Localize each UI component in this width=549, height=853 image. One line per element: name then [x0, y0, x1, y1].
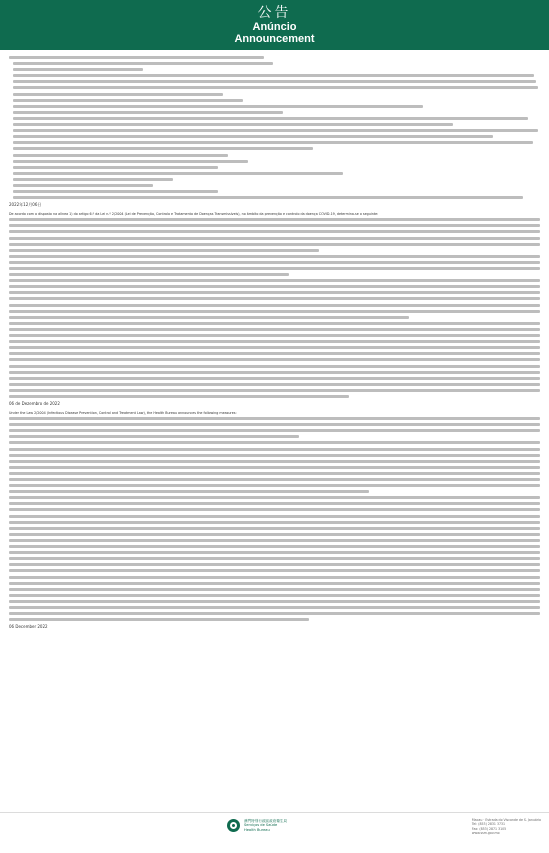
- zh-line: [13, 166, 218, 169]
- pt-line: [9, 371, 540, 374]
- pt-line: [9, 279, 540, 282]
- org-name-zh: 澳門特別行政區政府衛生局: [244, 819, 288, 824]
- en-line: [9, 429, 540, 432]
- zh-line: [13, 86, 538, 89]
- en-line: [9, 594, 540, 597]
- en-line: [9, 606, 540, 609]
- title-english: Announcement: [234, 33, 315, 45]
- en-line: [9, 569, 540, 572]
- en-line: [9, 441, 540, 444]
- pt-line: [9, 249, 319, 252]
- en-line: [9, 515, 540, 518]
- zh-line: [13, 160, 248, 163]
- contact-line: Macau · Estrada do Visconde de S. Januário: [471, 818, 541, 822]
- en-line: [9, 508, 540, 511]
- announcement-header: [0, 0, 549, 50]
- zh-line: [13, 196, 523, 199]
- pt-line: [9, 334, 540, 337]
- en-line: [9, 490, 369, 493]
- zh-line: [13, 62, 273, 65]
- en-line: [9, 582, 540, 585]
- zh-line: [13, 105, 423, 108]
- contact-line: Tel: (853) 2831 3731: [471, 822, 506, 827]
- announcement-body: [0, 50, 549, 831]
- en-line: [9, 533, 540, 536]
- pt-intro: De acordo com o disposto na alínea 1) do artigo 6.º da Lei n.º 2/2004 (Lei de Prevenção, Controlo e Tratamento de Doenças Transmissíveis), no âmbito da prevenção e controlo da doença COVID-19, determina-se o seguinte:: [9, 212, 379, 217]
- en-line: [9, 496, 540, 499]
- pt-line: [9, 285, 540, 288]
- english-section: [9, 417, 540, 621]
- zh-line: [13, 178, 173, 181]
- zh-line: [13, 172, 343, 175]
- pt-line: [9, 310, 540, 313]
- chinese-section: [9, 56, 540, 199]
- en-line: [9, 588, 540, 591]
- pt-line: [9, 237, 540, 240]
- pt-line: [9, 328, 540, 331]
- org-name-pt: Serviços de Saúde: [244, 823, 278, 828]
- zh-line: [13, 154, 228, 157]
- pt-line: [9, 377, 540, 380]
- zh-line: [13, 99, 243, 102]
- pt-line: [9, 316, 409, 319]
- zh-line: [13, 190, 218, 193]
- en-line: [9, 527, 540, 530]
- zh-line: [13, 147, 313, 150]
- pt-line: [9, 340, 540, 343]
- zh-line: [13, 135, 493, 138]
- en-line: [9, 448, 540, 451]
- pt-line: [9, 273, 289, 276]
- pt-line: [9, 346, 540, 349]
- zh-line: [13, 141, 533, 144]
- en-line: [9, 551, 540, 554]
- pt-line: [9, 358, 540, 361]
- org-name-en: Health Bureau: [244, 827, 270, 832]
- en-line: [9, 466, 540, 469]
- pt-line: [9, 230, 540, 233]
- zh-line: [13, 93, 223, 96]
- en-line: [9, 423, 540, 426]
- en-line: [9, 618, 309, 621]
- pt-line: [9, 261, 540, 264]
- pt-line: [9, 389, 540, 392]
- pt-line: [9, 395, 349, 398]
- en-line: [9, 557, 540, 560]
- footer: [0, 812, 549, 853]
- zh-line: [13, 74, 534, 77]
- en-line: [9, 545, 540, 548]
- zh-line: [13, 111, 283, 114]
- pt-line: [9, 218, 540, 221]
- zh-line: [13, 117, 528, 120]
- en-line: [9, 417, 540, 420]
- zh-line: [13, 68, 143, 71]
- org-name: [244, 819, 287, 832]
- pt-line: [9, 255, 540, 258]
- portuguese-section: [9, 218, 540, 398]
- en-line: [9, 472, 540, 475]
- zh-line: [13, 129, 538, 132]
- en-line: [9, 435, 299, 438]
- en-line: [9, 484, 540, 487]
- pt-line: [9, 243, 540, 246]
- zh-line: [9, 56, 264, 59]
- contact-line: Fax: (853) 2871 3105: [471, 826, 507, 831]
- pt-line: [9, 352, 540, 355]
- pt-line: [9, 224, 540, 227]
- pt-line: [9, 267, 540, 270]
- en-line: [9, 502, 540, 505]
- en-line: [9, 454, 540, 457]
- en-line: [9, 600, 540, 603]
- zh-line: [13, 123, 453, 126]
- pt-line: [9, 297, 540, 300]
- pt-line: [9, 322, 540, 325]
- pt-line: [9, 383, 540, 386]
- pt-line: [9, 304, 540, 307]
- website-link[interactable]: www.ssm.gov.mo: [471, 831, 500, 836]
- en-line: [9, 478, 540, 481]
- date-chinese: 2022年12月06日: [9, 202, 42, 208]
- en-line: [9, 563, 540, 566]
- en-line: [9, 539, 540, 542]
- en-line: [9, 460, 540, 463]
- zh-line: [13, 80, 536, 83]
- contact-info: [472, 818, 541, 836]
- date-portuguese: 06 de Dezembro de 2022: [9, 401, 60, 407]
- title-chinese: 公告: [257, 5, 292, 21]
- en-line: [9, 612, 540, 615]
- pt-line: [9, 291, 540, 294]
- emblem-icon: [227, 819, 240, 832]
- en-line: [9, 521, 540, 524]
- en-line: [9, 576, 540, 579]
- date-english: 06 December 2022: [9, 624, 48, 630]
- zh-line: [13, 184, 153, 187]
- health-bureau-logo: [227, 819, 287, 832]
- pt-line: [9, 365, 540, 368]
- title-portuguese: Anúncio: [252, 21, 297, 33]
- en-intro: Under the Law 2/2004 (Infectious Disease Prevention, Control and Treatment Law), the Health Bureau announces the following measures:: [9, 411, 237, 416]
